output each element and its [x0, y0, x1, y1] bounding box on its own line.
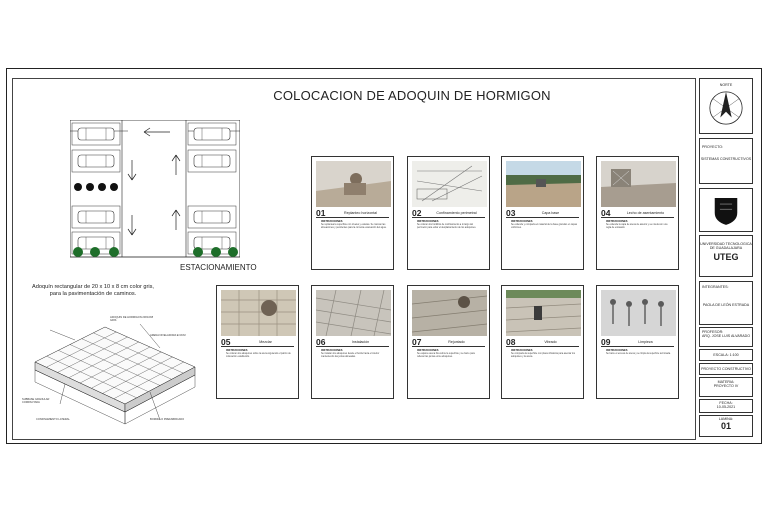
- tree-row: [73, 247, 238, 257]
- sheet-label: LAMINA:: [718, 417, 734, 421]
- content-box: [699, 363, 753, 375]
- teacher-label: PROFESOR:: [702, 330, 724, 334]
- project-box: [699, 138, 753, 184]
- member-name: PAOLA DE LEÓN ESTRADA: [702, 303, 750, 307]
- instructions-text: Se extiende y compacta el material de la base granular en capas uniformes.: [511, 224, 578, 230]
- step-number: 04: [601, 208, 611, 218]
- parking-label: ESTACIONAMIENTO: [180, 263, 257, 272]
- arrow-up-icon: [172, 155, 180, 175]
- step-number: 08: [506, 337, 516, 347]
- isometric-paver-detail: [20, 312, 210, 432]
- instructions-text: Se instalan los adoquines desde el borde hacia el interior manteniendo las juntas alineadas.: [321, 353, 380, 359]
- car-icon: [194, 128, 230, 140]
- iso-note: SUBBASE GRANULAR COMPACTADA: [22, 398, 50, 405]
- step-number: 09: [601, 337, 611, 347]
- bollard-row: [74, 183, 118, 191]
- instructions-text: Se esparce arena fina sobre la superficie y se barre para rellenar las juntas entre adoquines.: [417, 353, 475, 359]
- divider: [412, 346, 485, 347]
- step-number: 01: [316, 208, 326, 218]
- instructions-text: Se compacta la superficie con placa vibratoria para asentar los adoquines y la arena.: [511, 353, 575, 359]
- step-number: 05: [221, 337, 231, 347]
- step-photo: [221, 290, 296, 336]
- date-value: 10-05-2021: [716, 405, 736, 409]
- step-name: Mezclar: [259, 340, 272, 344]
- parking-stall: [188, 206, 236, 228]
- step-photo: [316, 290, 391, 336]
- iso-note: ADOQUIN DE HORMIGON 20X10X8 GRIS: [110, 316, 154, 323]
- step-photo: [316, 161, 391, 207]
- divider: [506, 346, 579, 347]
- step-card: [596, 156, 679, 270]
- subject-label: MATERIA:: [717, 380, 735, 384]
- instructions-heading: INSTRUCCIONES: [606, 220, 628, 223]
- step-name: Instalación: [351, 340, 370, 344]
- step-card: [501, 156, 584, 270]
- step-name: Replanteo horizontal: [344, 211, 377, 215]
- arrow-up-icon: [172, 210, 180, 230]
- step-card: [216, 285, 299, 399]
- step-name: Rejuntado: [448, 340, 465, 344]
- arrow-down-icon: [128, 215, 136, 235]
- sheet-box: [699, 415, 753, 437]
- project-name: SISTEMAS CONSTRUCTIVOS: [700, 157, 752, 161]
- page-title: COLOCACION DE ADOQUIN DE HORMIGON: [273, 88, 551, 103]
- divider: [412, 217, 485, 218]
- subject-box: [699, 377, 753, 397]
- instructions-text: Se extiende la capa de arena de asiento y se nivela con una regla de enrasado.: [606, 224, 668, 230]
- step-photo: [601, 161, 676, 207]
- university-name: UNIVERSIDAD TECNOLOGICA DE GUADALAJARA: [700, 242, 752, 250]
- step-name: Capa base: [541, 211, 560, 215]
- car-icon: [78, 128, 114, 140]
- parking-stall: [72, 150, 120, 172]
- step-number: 02: [412, 208, 422, 218]
- car-icon: [194, 211, 230, 223]
- content-value: PROYECTO CONSTRUCTIVO: [701, 367, 751, 371]
- car-icon: [78, 211, 114, 223]
- instructions-heading: INSTRUCCIONES: [321, 349, 343, 352]
- iso-note: BORDILLO PREFABRICADO: [150, 418, 185, 421]
- instructions-heading: INSTRUCCIONES: [417, 349, 439, 352]
- sheet-number: 01: [720, 421, 731, 431]
- instructions-text: Se barre el exceso de arena y se limpia la superficie terminada.: [606, 353, 671, 355]
- iso-note: CONFINAMIENTO LATERAL: [36, 418, 70, 421]
- step-card: [407, 156, 490, 270]
- parking-plan: [70, 120, 240, 260]
- divider: [506, 217, 579, 218]
- university-box: [699, 235, 753, 277]
- divider: [221, 346, 294, 347]
- subject-value: PROYECTO IV: [713, 384, 739, 388]
- step-number: 07: [412, 337, 422, 347]
- parking-stall: [188, 123, 236, 145]
- step-card: [596, 285, 679, 399]
- instructions-heading: INSTRUCCIONES: [226, 349, 248, 352]
- instructions-heading: INSTRUCCIONES: [511, 220, 533, 223]
- date-label: FECHA:: [719, 401, 733, 405]
- members-box: [699, 281, 753, 325]
- north-arrow-icon: [707, 89, 745, 127]
- teacher-name: ARQ. JOSE LUIS ALVARADO: [702, 334, 750, 338]
- north-box: [699, 78, 753, 134]
- divider: [316, 217, 389, 218]
- step-number: 03: [506, 208, 516, 218]
- step-card: [501, 285, 584, 399]
- step-photo: [412, 161, 487, 207]
- step-card: [407, 285, 490, 399]
- north-label: NORTE: [719, 83, 733, 87]
- instructions-heading: INSTRUCCIONES: [606, 349, 628, 352]
- parking-stall: [72, 206, 120, 228]
- car-icon: [78, 155, 114, 167]
- instructions-heading: INSTRUCCIONES: [321, 220, 343, 223]
- step-card: [311, 285, 394, 399]
- arrow-left-icon: [144, 128, 170, 136]
- paver-description: Adoquín rectangular de 20 x 10 x 8 cm color gris, para la pavimentación de caminos.: [32, 284, 154, 297]
- university-shield-icon: [713, 195, 739, 227]
- step-photo: [412, 290, 487, 336]
- date-box: [699, 399, 753, 413]
- step-name: Lecho de asentamiento: [626, 211, 665, 215]
- divider: [601, 346, 674, 347]
- instructions-heading: INSTRUCCIONES: [417, 220, 439, 223]
- members-label: INTEGRANTES:: [702, 285, 729, 289]
- step-photo: [506, 161, 581, 207]
- instructions-text: Se colocan los bordillos de confinamiento a lo largo del perímetro para evitar el desplazamiento de los adoquines.: [417, 224, 477, 230]
- step-name: Vibrado: [544, 340, 557, 344]
- scale-value: ESCALA: 1:100: [713, 353, 739, 357]
- iso-note: ARENA NIVELADORA E=3CM: [150, 334, 186, 337]
- divider: [316, 346, 389, 347]
- instructions-text: Se colocan los adoquines sobre la arena siguiendo el patrón de colocación establecido.: [226, 353, 291, 359]
- divider: [601, 217, 674, 218]
- instructions-text: Se replantea la superficie con niveles y estacas. Se marcan las alineaciones y pendientes para la correcta evacuación del agua.: [321, 224, 387, 230]
- logo-box: [699, 188, 753, 232]
- project-label: PROYECTO:: [702, 145, 724, 149]
- step-name: Limpieza: [638, 340, 653, 344]
- step-card: [311, 156, 394, 270]
- parking-stall: [188, 150, 236, 172]
- instructions-heading: INSTRUCCIONES: [511, 349, 533, 352]
- car-icon: [194, 155, 230, 167]
- step-name: Confinamiento perimetral: [436, 211, 477, 215]
- parking-stall: [72, 123, 120, 145]
- car-icon: [194, 237, 230, 249]
- step-number: 06: [316, 337, 326, 347]
- step-photo: [601, 290, 676, 336]
- scale-box: [699, 349, 753, 361]
- teacher-box: [699, 327, 753, 347]
- step-photo: [506, 290, 581, 336]
- university-logo-text: UTEG: [713, 252, 739, 262]
- arrow-down-icon: [128, 160, 136, 180]
